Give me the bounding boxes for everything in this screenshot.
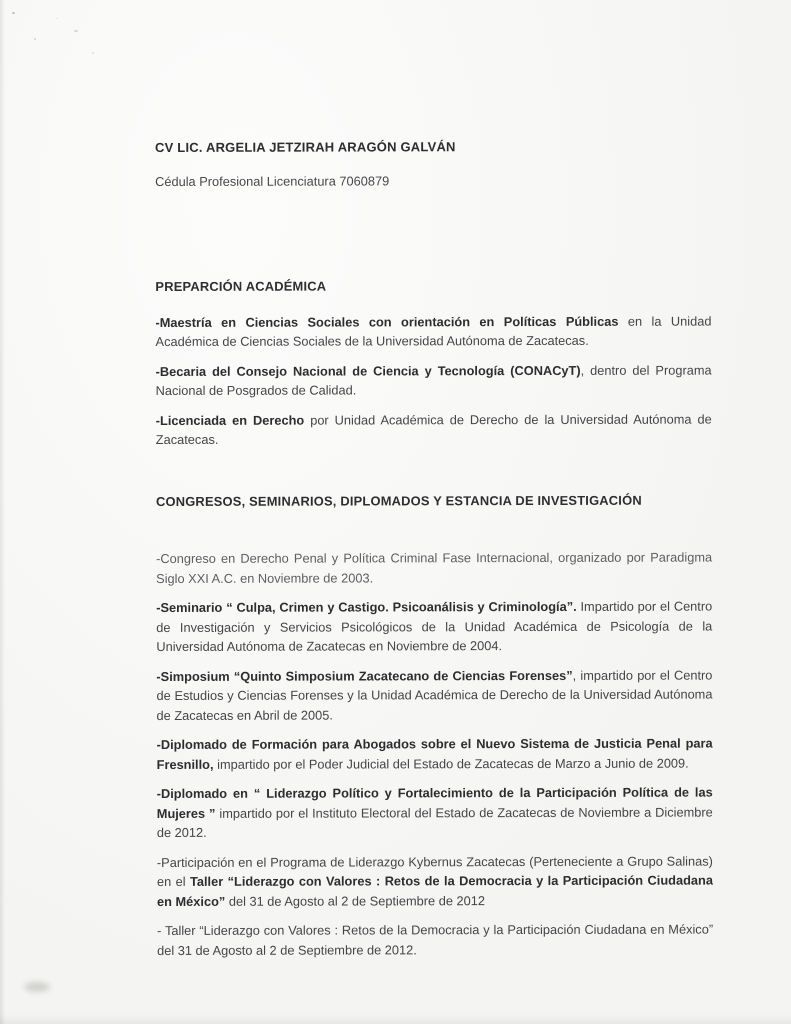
entry-rest: , dentro del Programa Nacional de Posgrados de Calidad. [155,362,712,398]
entry-rest: por Unidad Académica de Derecho de la Universidad Autónoma de Zacatecas. [155,411,712,447]
academic-entry-1 [156,360,712,400]
document-content [155,137,713,970]
entry-bold: -Diplomado de Formación para Abogados sobre el Nuevo Sistema de Justicia Penal para Fresnillo, [156,735,713,772]
scan-bottom-shadow [0,1014,791,1024]
entry-rest: impartido por el Instituto Electoral del Estado de Zacatecas de Noviembre a Diciembre de 2012. [156,804,713,840]
congress-entry-2 [156,665,712,725]
entry-rest: impartido por el Poder Judicial del Estado de Zacatecas de Marzo a Junio de 2009. [213,755,689,772]
scan-speck [12,12,15,14]
congress-entry-4 [157,783,713,843]
entry-rest: , impartido por el Centro de Estudios y Ciencias Forenses y la Unidad Académica de Derecho de la Universidad Autónoma de Zacatecas en Abril de 2005. [156,667,713,723]
scan-speck [92,52,94,54]
entry-bold: -Licenciada en Derecho [155,412,305,428]
entry-pre: -Participación en el Programa de Liderazgo Kybernus Zacatecas (Perteneciente a Grupo Salinas) en el [156,853,713,889]
entry-bold: -Diplomado en “ Liderazgo Político y Fortalecimiento de la Participación Política de las Mujeres ” [156,784,713,821]
entry-pre: - Taller “Liderazgo con Valores : Retos de la Democracia y la Participación Ciudadana en México” del 31 de Agosto al 2 de Septiembre de 2012. [157,921,714,958]
congress-entry-6 [157,920,713,960]
scan-speck [74,30,78,32]
entry-rest: en la Unidad Académica de Ciencias Sociales de la Universidad Autónoma de Zacatecas. [155,313,712,349]
entry-rest: del 31 de Agosto al 2 de Septiembre de 2012 [225,892,485,909]
entry-bold: -Maestría en Ciencias Sociales con orientación en Políticas Públicas [155,313,619,330]
entry-bold: Taller “Liderazgo con Valores : Retos de la Democracia y la Participación Ciudadana en México” [156,872,713,909]
congress-entry-5 [157,851,713,911]
academic-entry-0 [155,311,711,351]
congress-entry-1 [156,597,712,657]
entry-bold: -Becaria del Consejo Nacional de Ciencia y Tecnología (CONACyT) [155,362,581,379]
scan-smudge [24,982,50,992]
section-heading-academic: PREPARCIÓN ACADÉMICA [155,278,327,294]
academic-entry-2 [156,409,712,449]
congress-entry-0 [156,548,712,588]
scan-speck [56,18,58,19]
cv-title: CV LIC. ARGELIA JETZIRAH ARAGÓN GALVÁN [155,139,456,155]
cv-subtitle: Cédula Profesional Licenciatura 7060879 [155,172,390,189]
entry-bold: -Seminario “ Culpa, Crimen y Castigo. Psicoanálisis y Criminología”. [156,598,577,615]
entry-pre: -Congreso en Derecho Penal y Política Criminal Fase Internacional, organizado por Paradigma Siglo XXI A.C. en Noviembre de 2003. [156,549,713,586]
entry-rest: Impartido por el Centro de Investigación y Servicios Psicológicos de la Unidad Académica de Psicología de la Universidad Autónoma de Zacatecas en Noviembre de 2004. [156,598,713,654]
scan-speck [34,38,36,40]
congress-entry-3 [157,734,713,774]
scan-edge-shadow [0,0,5,1024]
section-heading-congresses: CONGRESOS, SEMINARIOS, DIPLOMADOS Y ESTANCIA DE INVESTIGACIÓN [155,492,642,509]
entry-bold: -Simposium “Quinto Simposium Zacatecano de Ciencias Forenses” [156,667,573,684]
